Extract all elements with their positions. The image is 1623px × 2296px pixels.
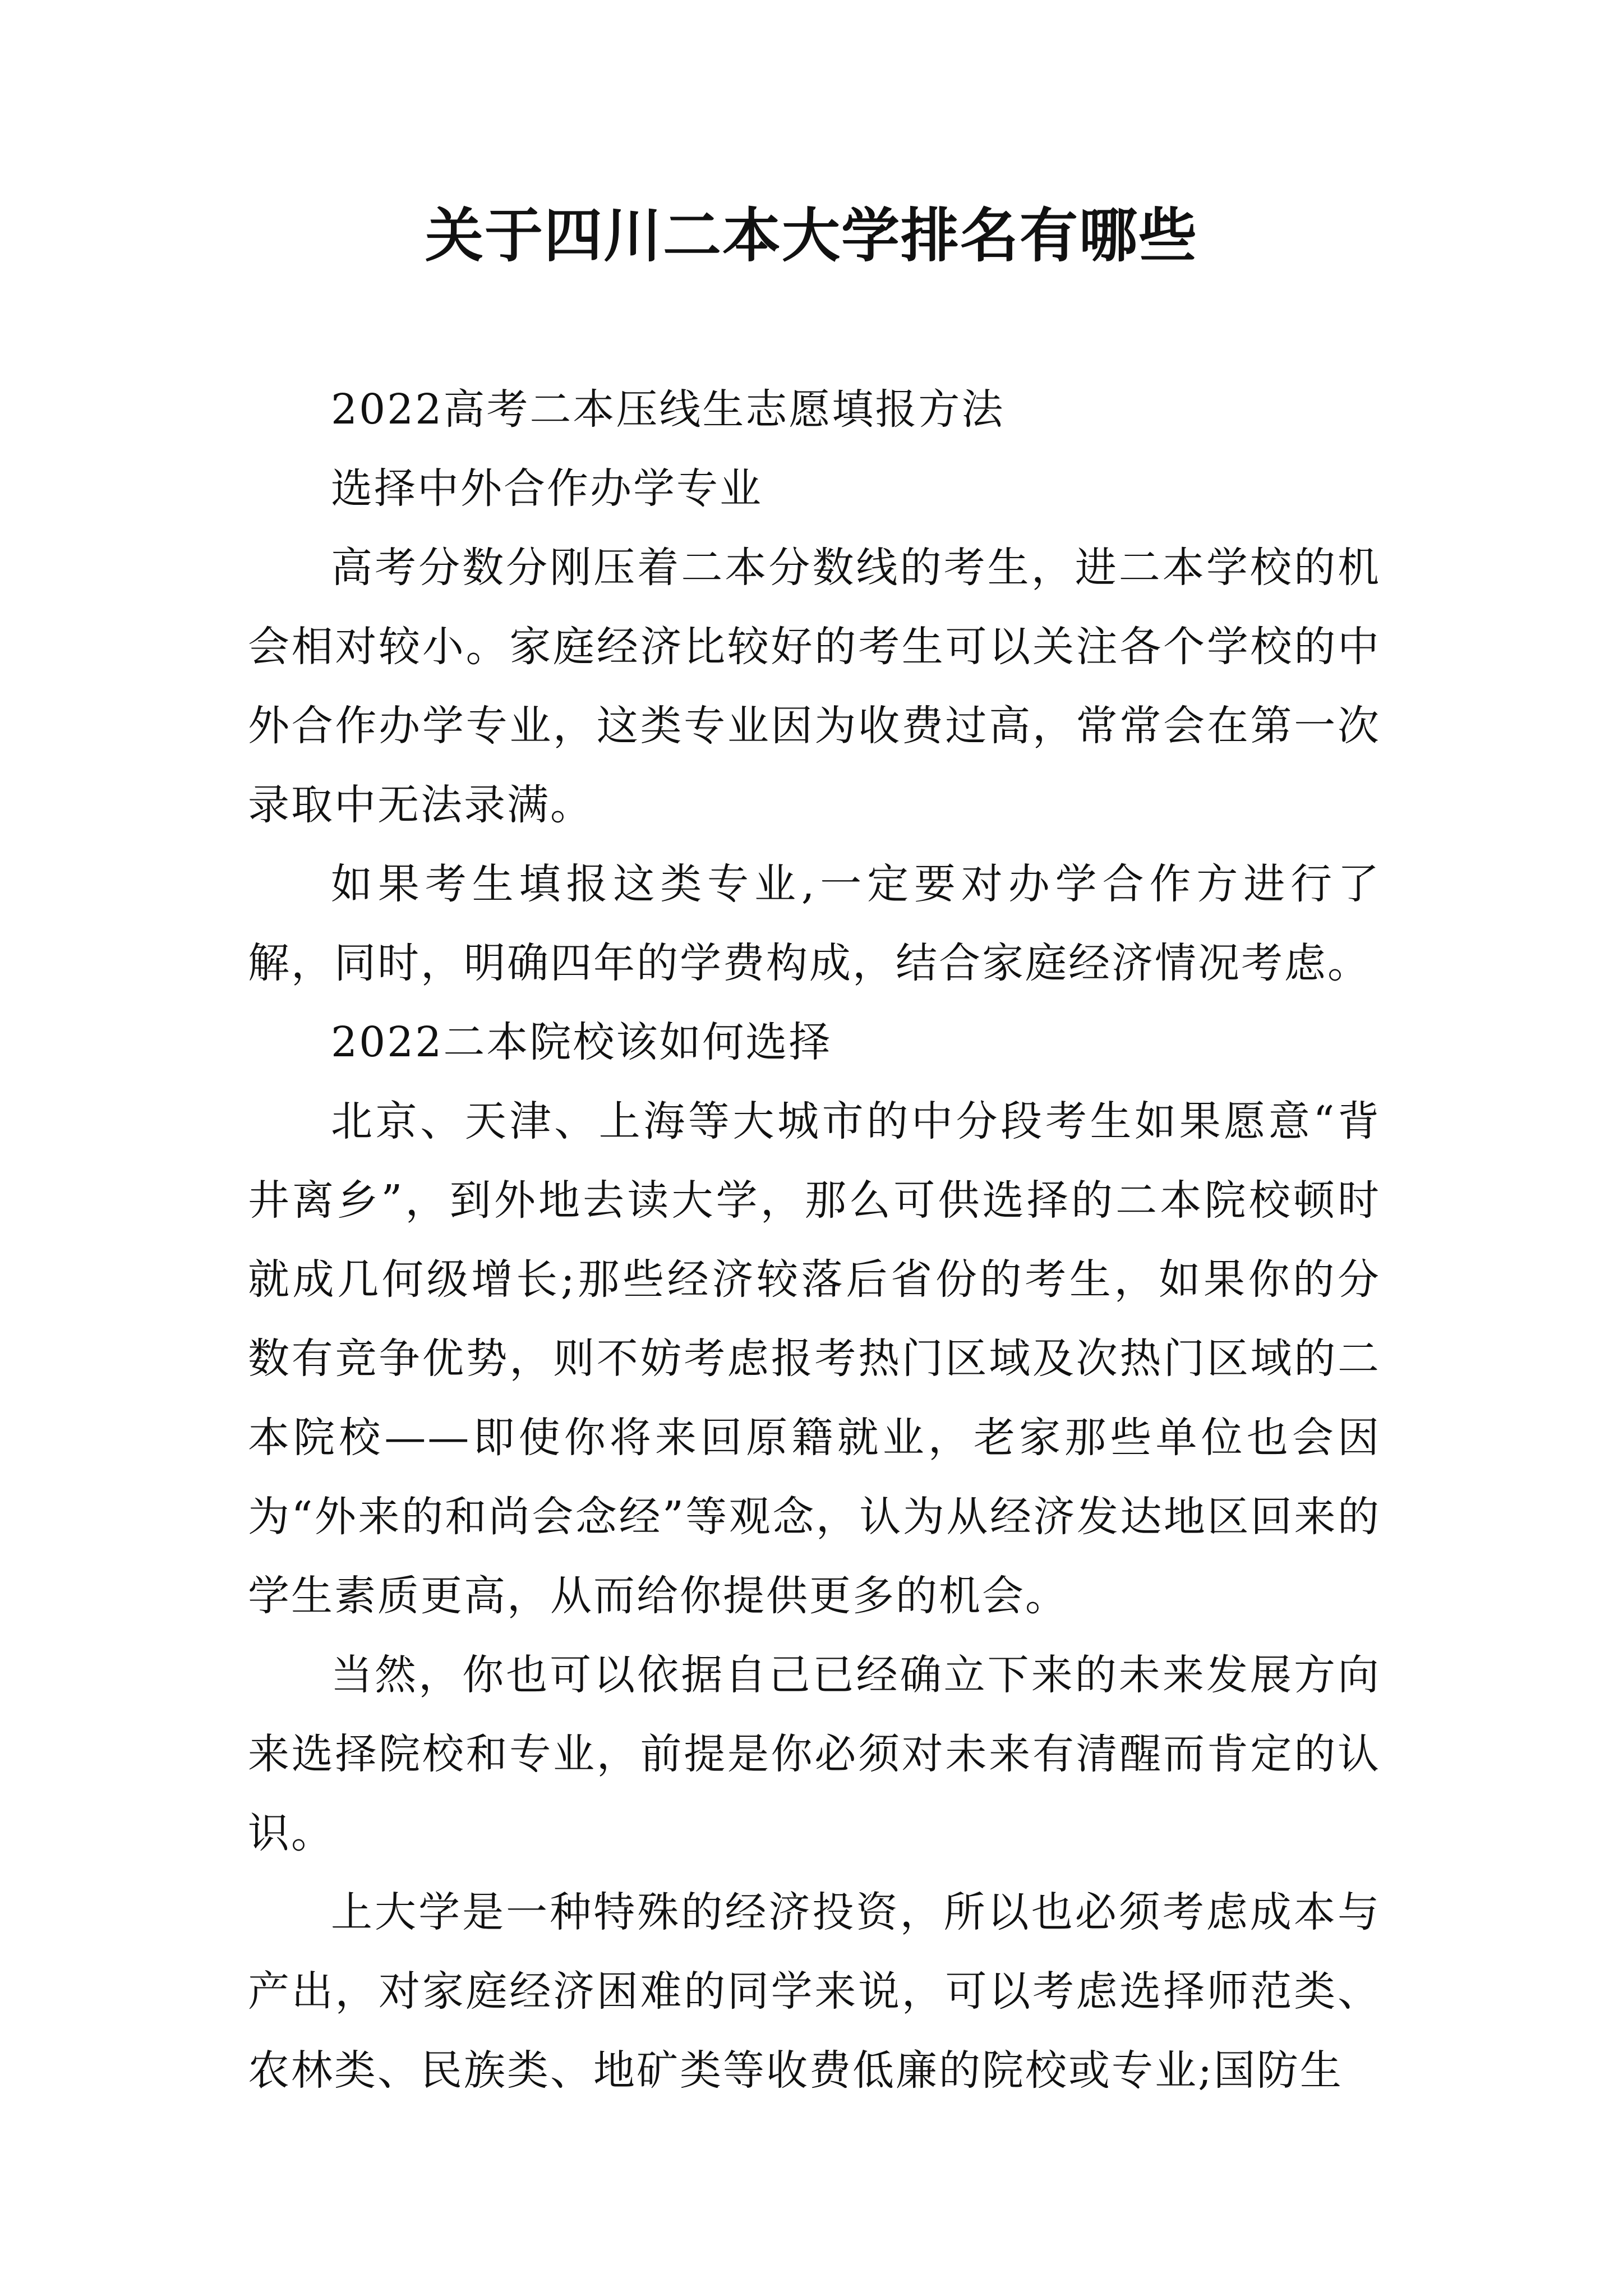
document-title: 关于四川二本大学排名有哪些 (425, 201, 1198, 270)
paragraph-cost-consideration: 上大学是一种特殊的经济投资，所以也必须考虑成本与产出，对家庭经济困难的同学来说，可以考虑选择师范类、农林类、民族类、地矿类等收费低廉的院校或专业;国防生 (248, 1888, 1381, 2095)
paragraph-subheading-cooperation: 选择中外合作办学专业 (331, 464, 763, 513)
paragraph-future-direction: 当然，你也可以依据自己已经确立下来的未来发展方向来选择院校和专业，前提是你必须对未来有清醒而肯定的认识。 (248, 1651, 1381, 1857)
paragraph-cooperation-intro: 高考分数分刚压着二本分数线的考生，进二本学校的机会相对较小。家庭经济比较好的考生可以关注各个学校的中外合作办学专业，这类专业因为收费过高，常常会在第一次录取中无法录满。 (248, 544, 1381, 829)
paragraph-cooperation-advice: 如果考生填报这类专业,一定要对办学合作方进行了解，同时，明确四年的学费构成，结合家庭经济情况考虑。 (248, 860, 1381, 987)
paragraph-heading-2022-method: 2022高考二本压线生志愿填报方法 (331, 385, 1005, 434)
paragraph-heading-2022-choice: 2022二本院校该如何选择 (331, 1018, 832, 1066)
paragraph-region-choice: 北京、天津、上海等大城市的中分段考生如果愿意“背井离乡”，到外地去读大学，那么可供选择的二本院校顿时就成几何级增长;那些经济较落后省份的考生，如果你的分数有竞争优势，则不妨考虑报考热门区域及次热门区域的二本院校——即使你将来回原籍就业，老家那些单位也会因为“外来的和尚会念经”等观念，认为从经济发达地区回来的学生素质更高，从而给你提供更多的机会。 (248, 1097, 1381, 1620)
document-body (248, 370, 1381, 2110)
